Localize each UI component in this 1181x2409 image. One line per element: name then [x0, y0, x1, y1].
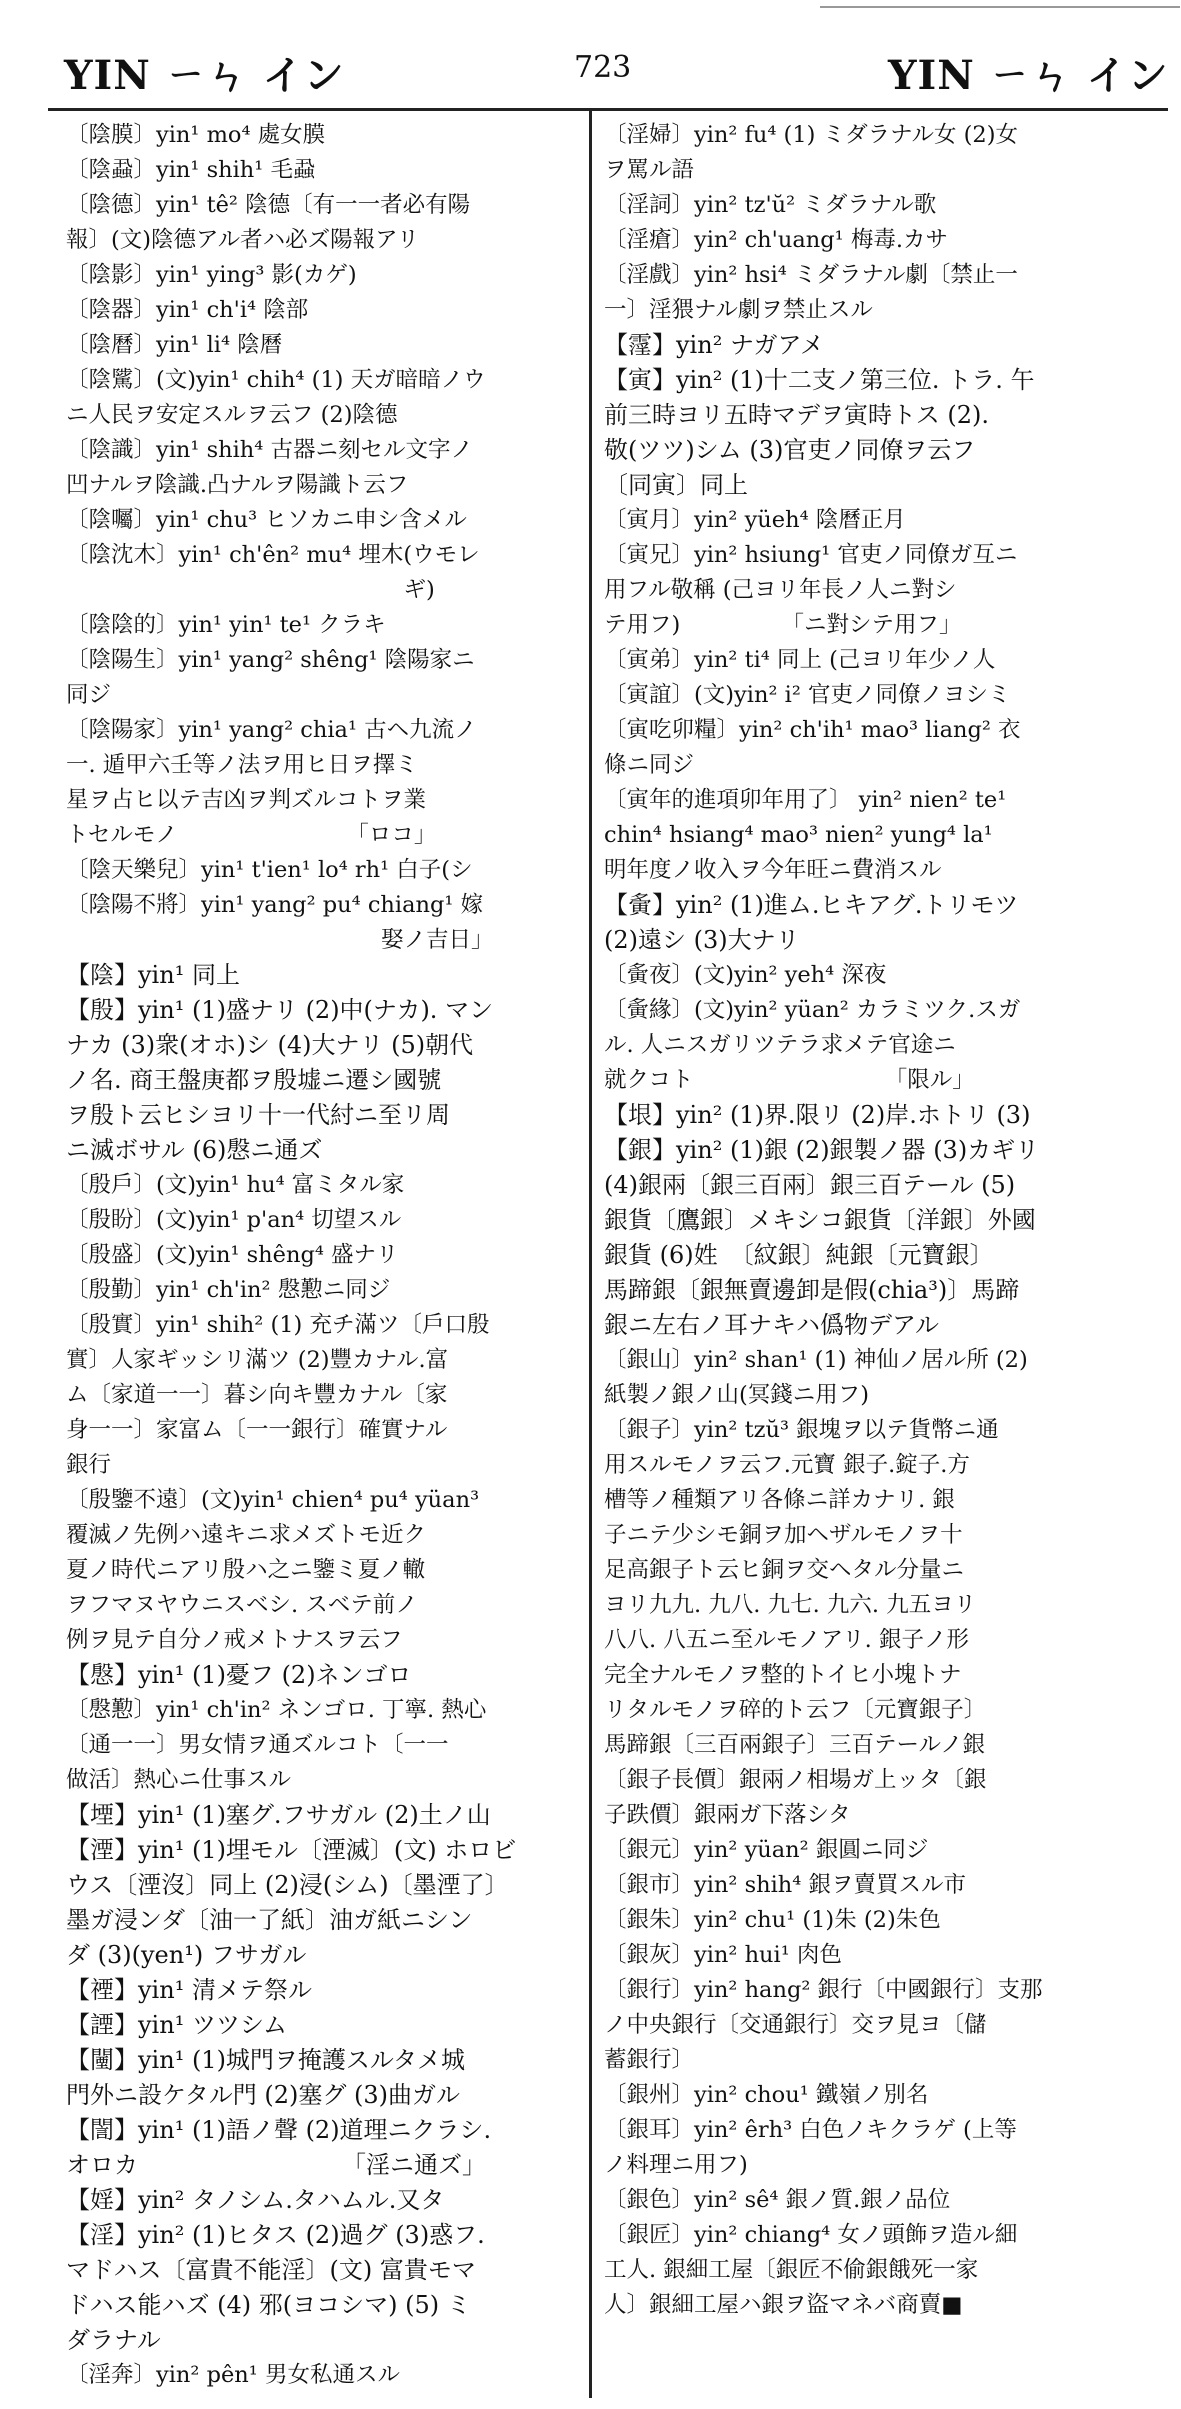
left-column: [66, 118, 574, 2388]
dictionary-entry: 【霪】yin² ナガアメ: [604, 331, 825, 359]
dictionary-entry: 【陰】yin¹ 同上: [66, 961, 240, 989]
dictionary-entry: 【寅】yin² (1)十二支ノ第三位. トラ. 午 前三時ヨリ五時マデヲ寅時トス (2). 敬(ツツ)シム (3)官吏ノ同僚ヲ云フ 〔同寅〕同上: [604, 366, 1035, 499]
dictionary-entry: 〔陰囑〕yin¹ chu³ ヒソカニ申シ含メル: [66, 507, 467, 533]
dictionary-entry: 〔銀子〕yin² tzŭ³ 銀塊ヲ以テ貨幣ニ通 用スルモノヲ云フ.元寶 銀子.錠子.方 槽等ノ種類アリ各條ニ詳カナリ. 銀 子ニテ少シモ銅ヲ加ヘザルモノヲ十 足高銀子ト云ヒ銅ヲ交ヘタル分量ニ ヨリ九九. 九八. 九七. 九六. 九五ヨリ 八八. 八五ニ至ルモノアリ. 銀子ノ形 完全ナルモノヲ整的トイヒ小塊トナ リタルモノヲ碎的ト云フ〔元寶銀子〕 馬蹄銀〔三百兩銀子〕三百テールノ銀 〔銀子長價〕銀兩ノ相場ガ上ッタ〔銀 子跌價〕銀兩ガ下落シタ: [604, 1417, 999, 1828]
dictionary-entry: 〔殷勤〕yin¹ ch'in² 慇懃ニ同ジ: [66, 1277, 391, 1303]
dictionary-entry: 〔銀行〕yin² hang² 銀行〔中國銀行〕支那 ノ中央銀行〔交通銀行〕交ヲ見ヨ〔儲 蓄銀行〕: [604, 1977, 1043, 2073]
dictionary-entry: 【誾】yin¹ (1)語ノ聲 (2)道理ニクラシ. オロカ 「淫ニ通ズ」: [66, 2116, 492, 2179]
dictionary-entry: 【慇】yin¹ (1)憂フ (2)ネンゴロ: [66, 1661, 412, 1689]
dictionary-entry: 〔淫奔〕yin² pên¹ 男女私通スル: [66, 2362, 400, 2388]
dictionary-entry: 【婬】yin² タノシム.タハムル.又タ: [66, 2186, 445, 2214]
running-head-right: YIN ㄧㄣ イン: [888, 52, 1169, 99]
dictionary-entry: 【銀】yin² (1)銀 (2)銀製ノ器 (3)カギリ (4)銀兩〔銀三百兩〕銀三百テール (5) 銀貨〔鷹銀〕メキシコ銀貨〔洋銀〕外國 銀貨 (6)姓 〔紋銀〕純銀〔元寶銀〕 馬蹄銀〔銀無賣邊卸是假(chia³)〕馬蹄 銀ニ左右ノ耳ナキハ僞物デアル: [604, 1136, 1040, 1339]
right-column: [604, 118, 1164, 2388]
dictionary-entry: 〔夤夜〕(文)yin² yeh⁴ 深夜: [604, 962, 887, 988]
dictionary-entry: 〔淫詞〕yin² tz'ŭ² ミダラナル歌: [604, 192, 937, 218]
dictionary-entry: 〔夤緣〕(文)yin² yüan² カラミツク.スガ ル. 人ニスガリツテラ求メテ官途ニ 就クコト 「限ル」: [604, 997, 1021, 1093]
dictionary-entry: 【垠】yin² (1)界.限リ (2)岸.ホトリ (3): [604, 1101, 1031, 1129]
dictionary-entry: 〔銀匠〕yin² chiang⁴ 女ノ頭飾ヲ造ル細 工人. 銀細工屋〔銀匠不偷銀餓死一家 人〕銀細工屋ハ銀ヲ盜マネバ商賣■: [604, 2222, 1018, 2318]
dictionary-entry: 〔陰陽不將〕yin¹ yang² pu⁴ chiang¹ 嫁 娶ノ吉日」: [66, 892, 494, 953]
dictionary-entry: 〔淫婦〕yin² fu⁴ (1) ミダラナル女 (2)女 ヲ罵ル語: [604, 122, 1018, 183]
dictionary-entry: 〔寅吃卯糧〕yin² ch'ih¹ mao³ liang² 衣 條ニ同ジ: [604, 717, 1021, 778]
dictionary-entry: 〔銀元〕yin² yüan² 銀圓ニ同ジ: [604, 1837, 929, 1863]
column-divider: [589, 108, 592, 2398]
corner-rule: [820, 6, 1180, 8]
dictionary-entry: 〔銀耳〕yin² êrh³ 白色ノキクラゲ (上等 ノ料理ニ用フ): [604, 2117, 1017, 2178]
dictionary-entry: 〔陰陽生〕yin¹ yang² shêng¹ 陰陽家ニ 同ジ: [66, 647, 475, 708]
dictionary-entry: 〔陰影〕yin¹ ying³ 影(カゲ): [66, 262, 357, 288]
dictionary-entry: 〔殷盼〕(文)yin¹ p'an⁴ 切望スル: [66, 1207, 402, 1233]
dictionary-entry: 〔陰德〕yin¹ tê² 陰德〔有一一者必有陽 報〕(文)陰德アル者ハ必ズ陽報アリ: [66, 192, 471, 253]
dictionary-entry: 〔陰膜〕yin¹ mo⁴ 處女膜: [66, 122, 326, 148]
dictionary-entry: 〔陰陽家〕yin¹ yang² chia¹ 古ヘ九流ノ 一. 遁甲六壬等ノ法ヲ用ヒ日ヲ擇ミ 星ヲ占ヒ以テ吉凶ヲ判ズルコトヲ業 トセルモノ 「ロコ」: [66, 717, 477, 848]
dictionary-entry: 〔寅月〕yin² yüeh⁴ 陰曆正月: [604, 507, 906, 533]
dictionary-entry: 〔淫瘡〕yin² ch'uang¹ 梅毒.カサ: [604, 227, 948, 253]
dictionary-entry: 〔陰蝨〕yin¹ shih¹ 毛蝨: [66, 157, 316, 183]
dictionary-entry: 〔陰天樂兒〕yin¹ t'ien¹ lo⁴ rh¹ 白子(シ: [66, 857, 473, 883]
dictionary-entry: 【湮】yin¹ (1)埋モル〔湮滅〕(文) ホロビ ウス〔湮沒〕同上 (2)浸(シム)〔墨湮了〕 墨ガ浸ンダ〔油一了紙〕油ガ紙ニシン ダ (3)(yen¹) フサガル: [66, 1836, 517, 1969]
dictionary-entry: 〔陰器〕yin¹ ch'i⁴ 陰部: [66, 297, 309, 323]
dictionary-entry: 〔陰識〕yin¹ shih⁴ 古器ニ刻セル文字ノ 凹ナルヲ陰識.凸ナルヲ陽識ト云フ: [66, 437, 473, 498]
dictionary-entry: 〔殷戶〕(文)yin¹ hu⁴ 富ミタル家: [66, 1172, 405, 1198]
dictionary-entry: 〔殷實〕yin¹ shih² (1) 充チ滿ツ〔戶口殷 實〕人家ギッシリ滿ツ (2)豐カナル.富 ム〔家道一一〕暮シ向キ豐カナル〔家 身一一〕家富ム〔一一銀行〕確實ナル 銀行: [66, 1312, 490, 1478]
dictionary-entry: 【禋】yin¹ 清メテ祭ル: [66, 1976, 312, 2004]
dictionary-entry: 〔銀山〕yin² shan¹ (1) 神仙ノ居ル所 (2) 紙製ノ銀ノ山(冥錢ニ用フ): [604, 1347, 1028, 1408]
dictionary-entry: 【諲】yin¹ ツツシム: [66, 2011, 287, 2039]
dictionary-entry: 〔寅弟〕yin² ti⁴ 同上 (己ヨリ年少ノ人: [604, 647, 996, 673]
dictionary-entry: 〔銀市〕yin² shih⁴ 銀ヲ賣買スル市: [604, 1872, 966, 1898]
dictionary-entry: 〔殷盛〕(文)yin¹ shêng⁴ 盛ナリ: [66, 1242, 399, 1268]
dictionary-entry: 〔寅年的進項卯年用了〕 yin² nien² te¹ chin⁴ hsiang⁴ mao³ nien² yung⁴ la¹ 明年度ノ收入ヲ今年旺ニ費消スル: [604, 787, 1007, 883]
page-header: [0, 0, 1181, 100]
dictionary-entry: 〔淫戲〕yin² hsi⁴ ミダラナル劇〔禁止一 一〕淫猥ナル劇ヲ禁止スル: [604, 262, 1018, 323]
dictionary-entry: 【堙】yin¹ (1)塞グ.フサガル (2)土ノ山: [66, 1801, 491, 1829]
dictionary-entry: 【闉】yin¹ (1)城門ヲ掩護スルタメ城 門外ニ設ケタル門 (2)塞グ (3)曲ガル: [66, 2046, 465, 2109]
dictionary-entry: 【夤】yin² (1)進ム.ヒキアグ.トリモツ (2)遠シ (3)大ナリ: [604, 891, 1019, 954]
dictionary-entry: 〔陰騭〕(文)yin¹ chih⁴ (1) 天ガ暗暗ノウ ニ人民ヲ安定スルヲ云フ (2)陰德: [66, 367, 486, 428]
header-rule: [48, 108, 1168, 111]
dictionary-entry: 〔陰陰的〕yin¹ yin¹ te¹ クラキ: [66, 612, 386, 638]
dictionary-entry: 〔銀朱〕yin² chu¹ (1)朱 (2)朱色: [604, 1907, 941, 1933]
dictionary-entry: 〔銀州〕yin² chou¹ 鐵嶺ノ別名: [604, 2082, 929, 2108]
dictionary-entry: 【殷】yin¹ (1)盛ナリ (2)中(ナカ). マン ナカ (3)衆(オホ)シ (4)大ナリ (5)朝代 ノ名. 商王盤庚都ヲ殷墟ニ遷シ國號 ヲ殷ト云ヒシヨリ十一代紂ニ至リ周 ニ滅ボサル (6)慇ニ通ズ: [66, 996, 494, 1164]
dictionary-entry: 〔慇懃〕yin¹ ch'in² ネンゴロ. 丁寧. 熱心 〔通一一〕男女情ヲ通ズルコト〔一一 做活〕熱心ニ仕事スル: [66, 1697, 487, 1793]
dictionary-entry: 〔殷鑒不遠〕(文)yin¹ chien⁴ pu⁴ yüan³ 覆滅ノ先例ハ遠キニ求メズトモ近ク 夏ノ時代ニアリ殷ハ之ニ鑒ミ夏ノ轍 ヲフマヌヤウニスベシ. スベテ前ノ 例ヲ見テ自分ノ戒メトナスヲ云フ: [66, 1487, 480, 1653]
dictionary-entry: 〔陰沈木〕yin¹ ch'ên² mu⁴ 埋木(ウモレ ギ): [66, 542, 480, 603]
dictionary-entry: 〔銀色〕yin² sê⁴ 銀ノ質.銀ノ品位: [604, 2187, 951, 2213]
dictionary-entry: 〔寅兄〕yin² hsiung¹ 官吏ノ同僚ガ互ニ 用フル敬稱 (己ヨリ年長ノ人ニ對シ テ用フ) 「ニ對シテ用フ」: [604, 542, 1018, 638]
dictionary-entry: 〔銀灰〕yin² hui¹ 肉色: [604, 1942, 842, 1968]
page-number: 723: [574, 50, 632, 85]
dictionary-entry: 〔陰曆〕yin¹ li⁴ 陰曆: [66, 332, 283, 358]
dictionary-entry: 【淫】yin² (1)ヒタス (2)過グ (3)惑フ. マドハス〔富貴不能淫〕(文) 富貴モマ ドハス能ハズ (4) 邪(ヨコシマ) (5) ミ ダラナル: [66, 2221, 485, 2354]
dictionary-entry: 〔寅誼〕(文)yin² i² 官吏ノ同僚ノヨシミ: [604, 682, 1011, 708]
running-head-left: YIN ㄧㄣ イン: [64, 52, 345, 99]
